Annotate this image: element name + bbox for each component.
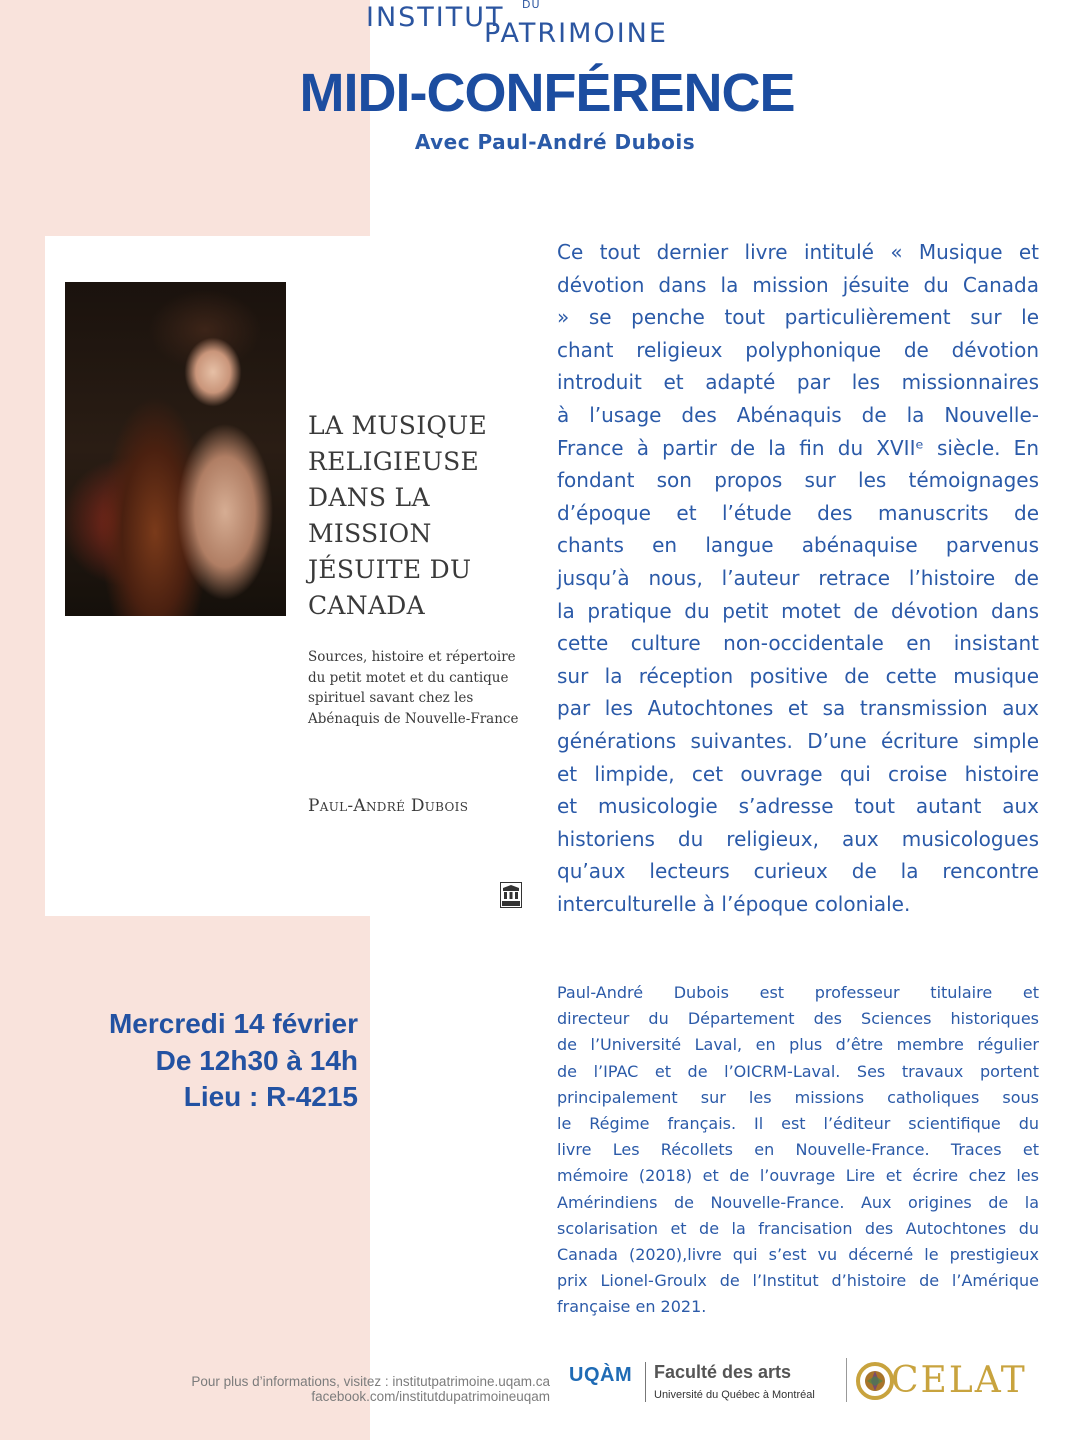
uqam-faculte-logo — [569, 1362, 839, 1406]
celat-logo — [855, 1356, 1045, 1406]
bio-line: Paul-André Dubois est professeur titulaire et — [557, 983, 1039, 1002]
book-author: Paul-André Dubois — [308, 796, 469, 816]
description-line: et limpide, cet ouvrage qui croise histoire — [557, 761, 1039, 786]
book-subtitle — [308, 647, 558, 729]
description-line: introduit et adapté par les missionnaires — [557, 370, 1039, 395]
book-title-line: MISSION — [308, 519, 432, 548]
book-subtitle-line: Sources, histoire et répertoire — [308, 649, 516, 665]
bio-line: de l’Université Laval, en plus d’être membre régulier — [557, 1035, 1039, 1055]
description-line: cette culture non-occidentale en insistant — [557, 631, 1039, 656]
event-date: Mercredi 14 février — [108, 1008, 358, 1039]
bio-line: de l’IPAC et de l’OICRM-Laval. Ses travaux portent — [557, 1061, 1039, 1081]
description-line: Ce tout dernier livre intitulé « Musique et — [557, 240, 1039, 264]
speaker-line: Avec Paul-André Dubois — [414, 130, 696, 154]
event-place: Lieu : R-4215 — [183, 1081, 358, 1112]
book-title-line: RELIGIEUSE — [308, 447, 480, 476]
book-subtitle-line: du petit motet et du cantique — [308, 669, 509, 686]
description-line: chants en langue abénaquise parvenus — [557, 533, 1039, 558]
logo-divider — [846, 1358, 847, 1402]
description-line: France à partir de la fin du XVIIᵉ siècle. En — [557, 435, 1039, 460]
footer-info — [100, 1374, 550, 1404]
footer-website-link[interactable]: Pour plus d’informations, visitez : institutpatrimoine.uqam.ca — [191, 1374, 550, 1389]
description-line: qu’aux lecteurs curieux de la rencontre — [557, 859, 1039, 884]
book-title-line: LA MUSIQUE — [308, 411, 488, 440]
book-cover — [45, 236, 565, 916]
description-line: par les Autochtones et sa transmission aux — [557, 696, 1039, 721]
page-title: MIDI-CONFÉRENCE — [299, 63, 795, 123]
institut-word: INSTITUT — [366, 2, 505, 33]
event-details — [0, 1006, 358, 1116]
description-line: historiens du religieux, aux musicologues — [557, 826, 1039, 851]
bio-line: livre Les Récollets en Nouvelle-France. Traces et — [557, 1140, 1039, 1160]
book-title-line: DANS LA — [308, 483, 430, 512]
universite-wordmark: Université du Québec à Montréal — [654, 1389, 815, 1401]
logo-divider — [645, 1362, 646, 1402]
book-title-line: CANADA — [308, 591, 426, 620]
book-title — [308, 408, 548, 624]
uqam-wordmark: UQÀM — [569, 1364, 633, 1386]
bio-line: française en 2021. — [557, 1297, 707, 1317]
description-line: jusqu’à nous, l’auteur retrace l’histoire de — [557, 565, 1039, 590]
book-description — [557, 236, 1039, 920]
institut-logo — [0, 0, 1084, 52]
bio-line: Canada (2020),livre qui s’est vu décerné le prestigieux — [557, 1245, 1039, 1265]
bio-line: le Régime français. Il est l’éditeur scientifique du — [557, 1114, 1039, 1134]
description-line: et musicologie s’adresse tout autant aux — [557, 794, 1039, 819]
patrimoine-word: PATRIMOINE — [484, 18, 668, 49]
publisher-logo-icon — [500, 882, 522, 908]
bio-line: prix Lionel-Groulx de l’Institut d’histoire de l’Amérique — [557, 1271, 1039, 1291]
celat-wordmark: CELAT — [891, 1360, 1027, 1401]
description-line: d’époque et l’étude des manuscrits de — [557, 500, 1039, 525]
description-line: chant religieux polyphonique de dévotion — [557, 337, 1039, 362]
footer-facebook-link[interactable]: facebook.com/institutdupatrimoineuqam — [311, 1389, 550, 1404]
description-line: générations suivantes. D’une écriture simple — [557, 728, 1039, 753]
description-line: la pratique du petit motet de dévotion dans — [557, 598, 1039, 623]
speaker-bio — [557, 980, 1039, 1321]
faculte-wordmark: Faculté des arts — [654, 1362, 792, 1382]
description-line: dévotion dans la mission jésuite du Canada — [557, 272, 1039, 297]
description-line: interculturelle à l’époque coloniale. — [557, 891, 911, 916]
bio-line: mémoire (2018) et de l’ouvrage Lire et écrire chez les — [557, 1166, 1039, 1186]
bio-line: Amérindiens de Nouvelle-France. Aux origines de la — [557, 1192, 1039, 1212]
bio-line: scolarisation et de la francisation des Autochtones du — [557, 1218, 1039, 1238]
description-line: sur la réception positive de cette musique — [557, 663, 1039, 688]
du-word: DU — [522, 0, 541, 11]
bio-line: principalement sur les missions catholiques sous — [557, 1087, 1039, 1107]
description-line: » se penche tout particulièrement sur le — [557, 305, 1039, 330]
description-line: à l’usage des Abénaquis de la Nouvelle- — [557, 402, 1039, 427]
event-time: De 12h30 à 14h — [155, 1044, 358, 1076]
book-subtitle-line: Abénaquis de Nouvelle-France — [308, 710, 519, 727]
book-subtitle-line: spirituel savant chez les — [308, 690, 474, 706]
celat-emblem-icon — [855, 1358, 895, 1404]
book-title-line: JÉSUITE DU — [308, 555, 472, 584]
cover-painting-image — [65, 282, 286, 616]
bio-line: directeur du Département des Sciences historiques — [557, 1009, 1039, 1029]
description-line: fondant son propos sur les témoignages — [557, 468, 1039, 493]
